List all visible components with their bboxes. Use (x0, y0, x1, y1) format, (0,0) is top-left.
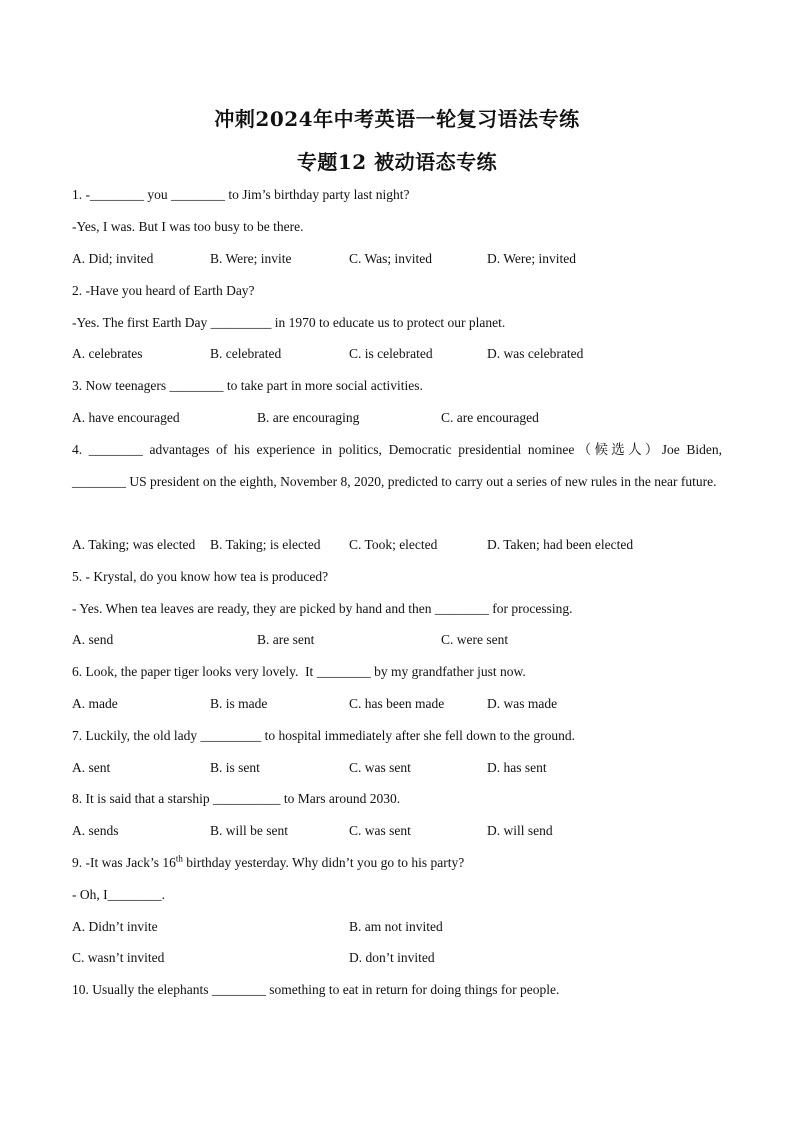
question-1-option-d: D. Were; invited (487, 251, 577, 266)
worksheet-subtitle: 专题12 被动语态专练 (296, 150, 498, 174)
question-8-option-a: A. sends (72, 823, 119, 838)
question-7-option-d: D. has sent (487, 760, 547, 775)
question-5-option-b: B. are sent (257, 632, 315, 647)
question-6-option-b: B. is made (210, 696, 268, 711)
question-6-option-c: C. has been made (349, 696, 445, 711)
question-3-stem: 3. Now teenagers ________ to take part in more social activities. (72, 378, 423, 393)
question-8-option-c: C. was sent (349, 823, 411, 838)
question-2-stem: 2. -Have you heard of Earth Day? (72, 283, 255, 298)
question-7-stem: 7. Luckily, the old lady _________ to hospital immediately after she fell down to the ground. (72, 728, 576, 743)
question-4-option-c: C. Took; elected (349, 537, 438, 552)
question-5-option-c: C. were sent (441, 632, 509, 647)
question-8-option-b: B. will be sent (210, 823, 288, 838)
question-5-dialog: - Yes. When tea leaves are ready, they are picked by hand and then ________ for processing. (72, 601, 573, 616)
question-9-option-d: D. don’t invited (349, 950, 435, 965)
question-6-option-d: D. was made (487, 696, 558, 711)
question-6-stem: 6. Look, the paper tiger looks very lovely. It ________ by my grandfather just now. (72, 664, 526, 679)
question-3-option-c: C. are encouraged (441, 410, 539, 425)
question-8-option-d: D. will send (487, 823, 553, 838)
question-4-option-a: A. Taking; was elected (72, 537, 196, 552)
question-2-option-c: C. is celebrated (349, 346, 433, 361)
question-4-stem: 4. ________ advantages of his experience in politics, Democratic presidential nominee（候选人）Joe Biden, ________ US president on the eighth, November 8, 2020, predicted to carry out a series of new rules in the near future. (72, 442, 722, 489)
question-4-option-d: D. Taken; had been elected (487, 537, 634, 552)
question-7-option-a: A. sent (72, 760, 111, 775)
question-7-option-c: C. was sent (349, 760, 411, 775)
question-2-dialog: -Yes. The first Earth Day _________ in 1970 to educate us to protect our planet. (72, 315, 506, 330)
question-1-option-c: C. Was; invited (349, 251, 433, 266)
question-3-option-b: B. are encouraging (257, 410, 360, 425)
question-3-option-a: A. have encouraged (72, 410, 180, 425)
question-9-stem (72, 854, 464, 872)
question-9-option-a: A. Didn’t invite (72, 919, 158, 934)
question-10-stem: 10. Usually the elephants ________ something to eat in return for doing things for people. (72, 982, 560, 997)
question-9-option-c: C. wasn’t invited (72, 950, 165, 965)
question-1-stem: 1. -________ you ________ to Jim’s birthday party last night? (72, 187, 410, 202)
worksheet-title: 冲刺2024年中考英语一轮复习语法专练 (214, 107, 580, 131)
question-1-dialog: -Yes, I was. But I was too busy to be there. (72, 219, 304, 234)
question-9-stem-end: birthday yesterday. Why didn’t you go to his party? (182, 855, 465, 870)
question-9-option-b: B. am not invited (349, 919, 443, 934)
question-9-dialog: - Oh, I________. (72, 887, 165, 902)
question-1-option-a: A. Did; invited (72, 251, 154, 266)
question-1-option-b: B. Were; invite (210, 251, 292, 266)
question-7-option-b: B. is sent (210, 760, 260, 775)
question-8-stem: 8. It is said that a starship __________ to Mars around 2030. (72, 791, 401, 806)
question-6-option-a: A. made (72, 696, 118, 711)
question-9-ordinal-suffix: th (175, 853, 183, 864)
question-5-option-a: A. send (72, 632, 114, 647)
question-4-option-b: B. Taking; is elected (210, 537, 321, 552)
question-2-option-d: D. was celebrated (487, 346, 584, 361)
question-2-option-a: A. celebrates (72, 346, 143, 361)
question-5-stem: 5. - Krystal, do you know how tea is produced? (72, 569, 329, 584)
question-9-stem-start: 9. -It was Jack’s 16 (72, 855, 176, 870)
question-2-option-b: B. celebrated (210, 346, 282, 361)
